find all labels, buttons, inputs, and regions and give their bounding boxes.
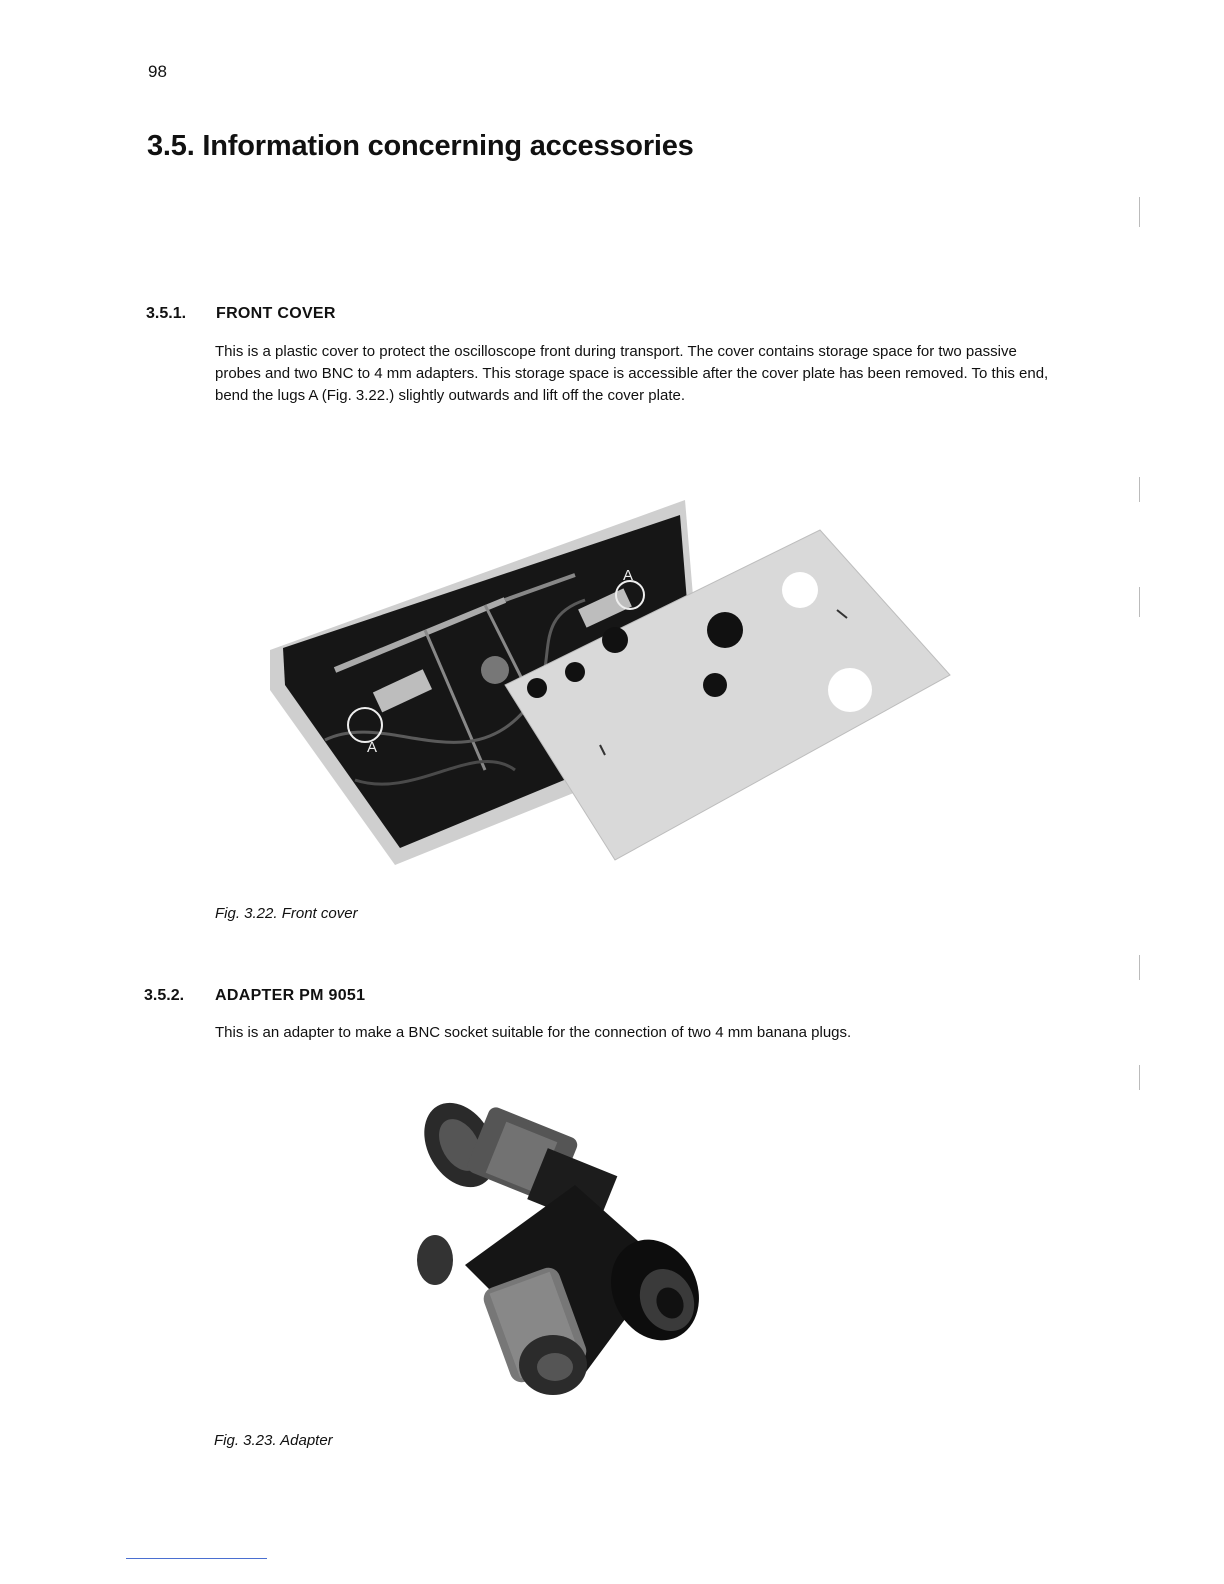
subsection-paragraph: This is an adapter to make a BNC socket suitable for the connection of two 4 mm banana plugs. — [215, 1024, 852, 1041]
subsection-number: 3.5.2. — [144, 987, 185, 1004]
subsection-title: FRONT COVER — [216, 305, 336, 322]
banana-socket — [417, 1235, 453, 1285]
lug-label: A — [623, 567, 634, 584]
scan-artifact — [1139, 197, 1140, 227]
subsection-number: 3.5.1. — [146, 305, 187, 322]
scan-artifact — [1139, 1065, 1140, 1090]
footer-rule — [126, 1558, 267, 1559]
subsection-title: ADAPTER PM 9051 — [215, 987, 366, 1004]
figure-caption: Fig. 3.22. Front cover — [215, 905, 358, 922]
page-number: 98 — [148, 62, 167, 81]
scan-artifact — [1139, 955, 1140, 980]
scan-artifact — [1139, 477, 1140, 502]
adapter-photo — [405, 1090, 710, 1400]
subsection-paragraph: This is a plastic cover to protect the oscilloscope front during transport. The cover contains storage space for two passive probes and two BNC to 4 mm adapters. This storage space is accessible after the cover plate has been removed. To this end, bend the lugs A (Fig. 3.22.) slightly outwards and lift off the cover plate. — [215, 343, 1049, 404]
section-title: 3.5. Information concerning accessories — [147, 130, 694, 162]
figure-caption: Fig. 3.23. Adapter — [214, 1432, 333, 1449]
lug-label: A — [367, 739, 378, 756]
scan-artifact — [1139, 587, 1140, 617]
front-cover-photo — [265, 480, 965, 870]
